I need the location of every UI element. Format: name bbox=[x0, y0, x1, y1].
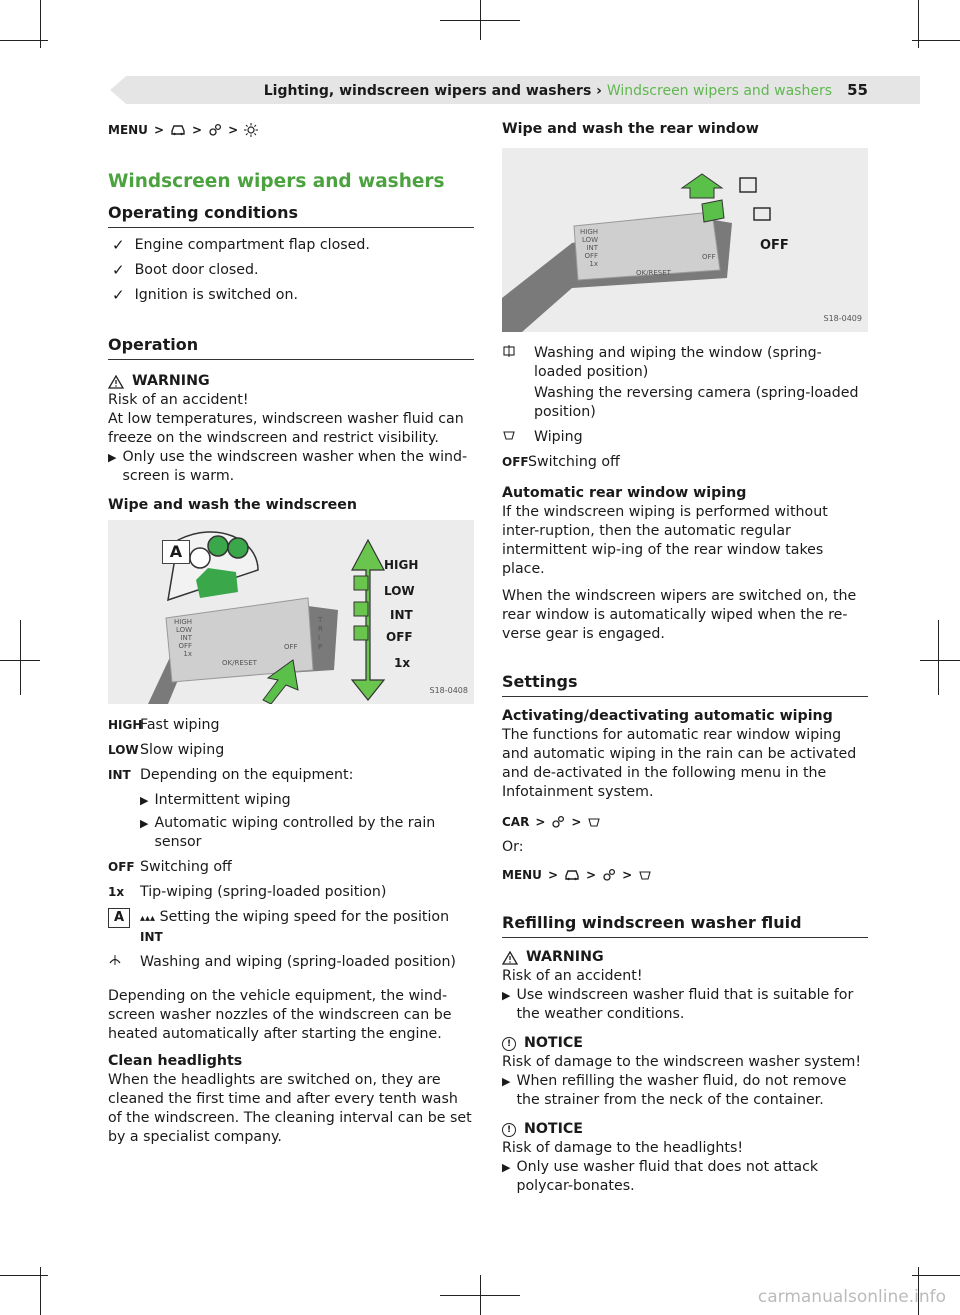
notice-icon: ! bbox=[502, 1037, 516, 1051]
stalk-off-label: OFF bbox=[284, 643, 298, 651]
crop-mark bbox=[920, 660, 960, 661]
left-column-lower bbox=[108, 716, 474, 1147]
settings-gears-icon bbox=[208, 123, 222, 137]
callout-a-badge: A bbox=[108, 908, 130, 928]
bullet-arrow-icon: ▶ bbox=[502, 1075, 511, 1088]
legend-key bbox=[502, 384, 534, 422]
list-item bbox=[112, 286, 474, 305]
stalk-ring-labels bbox=[174, 618, 192, 658]
okreset-label: OK/RESET bbox=[636, 269, 671, 277]
bullet-arrow-icon: ▶ bbox=[108, 451, 117, 464]
check-icon: ✓ bbox=[112, 236, 125, 254]
legend-key bbox=[108, 953, 140, 973]
breadcrumb-subsection: Windscreen wipers and washers bbox=[606, 83, 832, 99]
notice-title: NOTICE bbox=[524, 1121, 583, 1137]
list-item bbox=[112, 261, 474, 280]
path-separator: > bbox=[535, 814, 546, 829]
path-separator: > bbox=[153, 122, 164, 137]
stalk-trip-label bbox=[318, 616, 323, 652]
ring-label: LOW bbox=[175, 626, 193, 634]
ring-label: HIGH bbox=[580, 228, 599, 236]
ring-label: OFF bbox=[178, 642, 193, 650]
wipe-heading: Wipe and wash the windscreen bbox=[108, 497, 358, 513]
legend-key: OFF bbox=[108, 860, 135, 874]
car-label: CAR bbox=[502, 814, 530, 829]
car-icon bbox=[564, 869, 580, 881]
bullet-arrow-icon: ▶ bbox=[502, 1161, 511, 1174]
warning-box bbox=[108, 372, 474, 486]
trip-letter: P bbox=[318, 643, 323, 651]
warning-label bbox=[108, 372, 474, 391]
crop-mark bbox=[938, 620, 939, 695]
check-icon: ✓ bbox=[112, 261, 125, 279]
legend-row bbox=[108, 953, 474, 973]
condition-text: Ignition is switched on. bbox=[134, 287, 298, 303]
crop-mark bbox=[918, 0, 919, 48]
rear-wipe-heading: Wipe and wash the rear window bbox=[502, 121, 759, 137]
legend-value: Washing and wiping the window (spring-loaded position) bbox=[534, 345, 822, 380]
menu-path bbox=[502, 865, 868, 885]
trip-letter: I bbox=[318, 634, 321, 642]
speed-dots-icon: ▴▴▴ bbox=[140, 913, 156, 924]
notice-bullet bbox=[502, 1072, 868, 1110]
legend-value: Washing and wiping (spring-loaded position) bbox=[140, 954, 456, 970]
section-title: Windscreen wipers and washers bbox=[108, 171, 445, 192]
legend-row bbox=[108, 766, 474, 785]
stalk-off-label: OFF bbox=[702, 253, 716, 261]
fig-label-off: OFF bbox=[760, 238, 789, 253]
bullet-text: Use windscreen washer fluid that is suitable for the weather conditions. bbox=[516, 987, 854, 1022]
rear-wiper-icon bbox=[638, 869, 652, 881]
fig-label-low: LOW bbox=[384, 584, 415, 598]
settings-gears-icon bbox=[602, 868, 616, 882]
callout-a: A bbox=[162, 540, 190, 564]
bullet-text: When refilling the washer fluid, do not remove the strainer from the neck of the container. bbox=[516, 1073, 847, 1108]
bullet-arrow-icon: ▶ bbox=[502, 989, 511, 1002]
legend-key bbox=[502, 428, 534, 447]
crop-mark bbox=[40, 1267, 41, 1315]
bullet-text: Only use the windscreen washer when the wind-screen is warm. bbox=[122, 449, 468, 484]
rear-wiper-icon bbox=[502, 429, 516, 441]
or-text: Or: bbox=[502, 839, 524, 855]
ring-label: INT bbox=[586, 244, 599, 252]
legend-row bbox=[502, 344, 868, 382]
legend-value: Switching off bbox=[140, 859, 232, 875]
warning-text: At low temperatures, windscreen washer fluid can freeze on the windscreen and restrict visibility. bbox=[108, 411, 464, 446]
legend-value: Wiping bbox=[534, 429, 583, 445]
menu-label: MENU bbox=[502, 867, 542, 882]
path-separator: > bbox=[622, 867, 633, 882]
clean-headlights-title: Clean headlights bbox=[108, 1053, 243, 1069]
legend-row bbox=[108, 716, 474, 735]
legend-value: Depending on the equipment: bbox=[140, 767, 354, 783]
ring-label: INT bbox=[180, 634, 193, 642]
settings-gears-icon bbox=[551, 815, 565, 829]
notice-title: NOTICE bbox=[524, 1035, 583, 1051]
ring-label: 1x bbox=[589, 260, 599, 268]
crop-mark bbox=[480, 0, 481, 40]
ring-label: HIGH bbox=[174, 618, 193, 626]
ring-label: OFF bbox=[584, 252, 599, 260]
settings-heading: Settings bbox=[502, 672, 868, 697]
bullet-arrow-icon: ▶ bbox=[140, 817, 149, 830]
operation-heading: Operation bbox=[108, 335, 474, 360]
warning-triangle-icon bbox=[108, 375, 124, 389]
legend-row bbox=[108, 858, 474, 877]
notice-icon: ! bbox=[502, 1123, 516, 1137]
bullet-text: Only use washer fluid that does not attack polycar-bonates. bbox=[516, 1159, 819, 1194]
rear-washer-icon bbox=[502, 344, 516, 358]
rear-wiper-icon bbox=[587, 816, 601, 828]
warning-text: Risk of an accident! bbox=[108, 392, 249, 408]
warning-text: Risk of an accident! bbox=[502, 968, 643, 984]
fig-label-int: INT bbox=[390, 608, 413, 622]
breadcrumb-section: Lighting, windscreen wipers and washers bbox=[263, 83, 592, 99]
warning-triangle-icon bbox=[502, 951, 518, 965]
car-menu-path bbox=[502, 812, 868, 832]
path-separator: > bbox=[547, 867, 558, 882]
trip-letter: T bbox=[318, 616, 323, 624]
ring-label: LOW bbox=[581, 236, 599, 244]
fig-label-off: OFF bbox=[386, 630, 413, 644]
reverse-text: When the windscreen wipers are switched on, the rear window is automatically wiped when the re-verse gear is engaged. bbox=[502, 588, 857, 642]
legend-value: Switching off bbox=[528, 454, 620, 470]
condition-text: Engine compartment flap closed. bbox=[134, 237, 370, 253]
auto-rear-text: If the windscreen wiping is performed without inter-ruption, then the automatic regular intermittent wip-ing of the rear window takes place. bbox=[502, 504, 828, 577]
notice-label bbox=[502, 1120, 868, 1139]
conditions-list bbox=[108, 236, 474, 305]
legend-value bbox=[140, 908, 474, 947]
legend-value: Fast wiping bbox=[140, 717, 220, 733]
notice-box bbox=[502, 1120, 868, 1196]
notice-box bbox=[502, 1034, 868, 1110]
left-column bbox=[108, 120, 474, 515]
watermark: carmanualsonline.info bbox=[757, 1287, 946, 1307]
legend-row-speed bbox=[108, 908, 474, 947]
operating-conditions-heading: Operating conditions bbox=[108, 203, 474, 228]
int-option bbox=[140, 814, 474, 852]
int-option bbox=[140, 791, 474, 810]
condition-text: Boot door closed. bbox=[134, 262, 259, 278]
figure-code: S18-0408 bbox=[429, 686, 468, 695]
bullet-text: Automatic wiping controlled by the rain sensor bbox=[154, 815, 436, 850]
page-number: 55 bbox=[847, 81, 868, 99]
speed-position: INT bbox=[140, 930, 163, 944]
legend-row bbox=[502, 428, 868, 447]
menu-path bbox=[108, 120, 474, 140]
breadcrumb-arrow: › bbox=[596, 83, 602, 99]
settings-text: The functions for automatic rear window wiping and automatic wiping in the rain can be activated and de-activated in the following menu in the Infotainment system. bbox=[502, 727, 857, 800]
fig-label-1x: 1x bbox=[394, 656, 411, 670]
warning-bullet bbox=[502, 986, 868, 1024]
path-separator: > bbox=[571, 814, 582, 829]
bullet-text: Intermittent wiping bbox=[154, 792, 291, 808]
legend-key: 1x bbox=[108, 885, 125, 899]
crop-mark bbox=[480, 1275, 481, 1315]
right-column bbox=[502, 120, 868, 139]
breadcrumb bbox=[264, 82, 832, 101]
path-separator: > bbox=[586, 867, 597, 882]
legend-key: LOW bbox=[108, 743, 139, 757]
legend-key bbox=[502, 344, 534, 382]
settings-title: Activating/deactivating automatic wiping bbox=[502, 708, 833, 724]
rear-stalk-figure bbox=[502, 148, 868, 332]
bullet-arrow-icon: ▶ bbox=[140, 794, 149, 807]
speed-text: Setting the wiping speed for the position bbox=[159, 909, 450, 925]
refill-heading: Refilling windscreen washer fluid bbox=[502, 913, 868, 938]
crop-mark bbox=[912, 1275, 960, 1276]
crop-mark bbox=[20, 620, 21, 695]
fig-label-high: HIGH bbox=[384, 558, 419, 572]
int-options bbox=[140, 791, 474, 852]
light-icon bbox=[244, 123, 258, 137]
auto-rear-title: Automatic rear window wiping bbox=[502, 485, 747, 501]
rear-stalk-illustration bbox=[502, 148, 868, 332]
legend-row bbox=[502, 384, 868, 422]
legend-key: HIGH bbox=[108, 718, 143, 732]
check-icon: ✓ bbox=[112, 286, 125, 304]
legend-row bbox=[502, 453, 868, 472]
legend-value: Tip-wiping (spring-loaded position) bbox=[140, 884, 387, 900]
car-icon bbox=[170, 124, 186, 136]
washer-icon bbox=[108, 953, 122, 967]
clean-headlights-text: When the headlights are switched on, they are cleaned the first time and after every tenth wash of the windscreen. The cleaning interval can be set by a specialist company. bbox=[108, 1072, 472, 1145]
warning-bullet bbox=[108, 448, 474, 486]
list-item bbox=[112, 236, 474, 255]
figure-code: S18-0409 bbox=[823, 314, 862, 323]
legend-row bbox=[108, 883, 474, 902]
path-separator: > bbox=[192, 122, 203, 137]
legend-row bbox=[108, 741, 474, 760]
legend-value: Washing the reversing camera (spring-loaded position) bbox=[534, 385, 859, 420]
legend-key bbox=[108, 908, 140, 947]
legend-key: OFF bbox=[502, 455, 529, 469]
notice-label bbox=[502, 1034, 868, 1053]
menu-label: MENU bbox=[108, 122, 148, 137]
notice-text: Risk of damage to the headlights! bbox=[502, 1140, 744, 1156]
heated-nozzles-text: Depending on the vehicle equipment, the wind-screen washer nozzles of the windscreen can be heated automatically after starting the engine. bbox=[108, 988, 452, 1042]
ring-label: 1x bbox=[183, 650, 193, 658]
notice-text: Risk of damage to the windscreen washer system! bbox=[502, 1054, 862, 1070]
legend-value: Slow wiping bbox=[140, 742, 225, 758]
crop-mark bbox=[912, 40, 960, 41]
trip-letter: R bbox=[318, 625, 323, 633]
path-separator: > bbox=[228, 122, 239, 137]
stalk-ring-labels bbox=[580, 228, 598, 268]
warning-title: WARNING bbox=[526, 949, 604, 965]
crop-mark bbox=[40, 0, 41, 48]
warning-title: WARNING bbox=[132, 373, 210, 389]
right-column-lower bbox=[502, 344, 868, 1196]
notice-bullet bbox=[502, 1158, 868, 1196]
windscreen-stalk-figure bbox=[108, 520, 474, 704]
warning-label bbox=[502, 948, 868, 967]
warning-box bbox=[502, 948, 868, 1024]
okreset-label: OK/RESET bbox=[222, 659, 257, 667]
legend-key: INT bbox=[108, 768, 131, 782]
